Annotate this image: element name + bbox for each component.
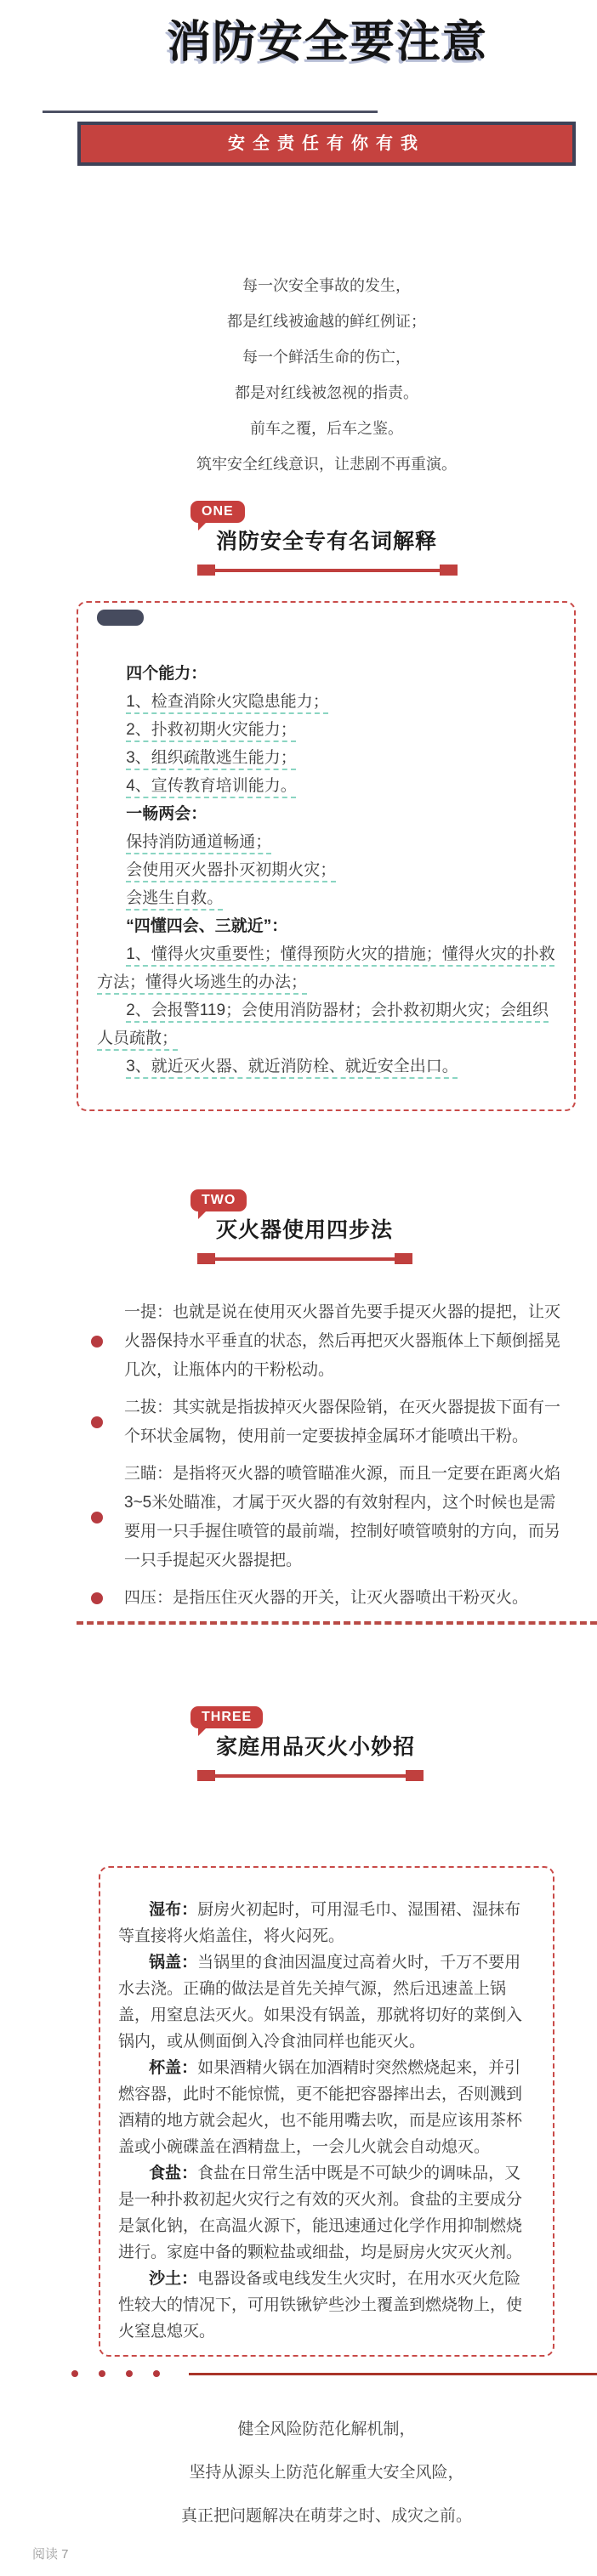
tip-text: 食盐在日常生活中既是不可缺少的调味品，又是一种扑救初起火灾行之有效的灭火剂。食盐的主要成分是氯化钠，在高温火源下，能迅速通过化学作用抑制燃烧进行。家庭中备的颗粒盐或细盐，均是厨房火灾灭火剂。 bbox=[118, 2165, 523, 2261]
section-two-badge: TWO bbox=[190, 1189, 247, 1211]
section-underline bbox=[197, 565, 458, 576]
tip-term: 湿布： bbox=[149, 1901, 198, 1919]
outro-poem-line: 健全风险防范化解机制， bbox=[237, 2420, 416, 2438]
step-text: 一提：也就是说在使用灭火器首先要手提灭火器的提把，让灭火器保持水平垂直的状态，然后再把灭火器瓶体上下颠倒摇晃几次，让瓶体内的干粉松动。 bbox=[124, 1303, 561, 1379]
term-item: 3、组织疏散逃生能力； bbox=[126, 749, 297, 767]
section-two-title: 灭火器使用四步法 bbox=[216, 1218, 394, 1242]
step-item bbox=[77, 1298, 563, 1385]
term-group-header: 四个能力： bbox=[126, 665, 208, 683]
line-bar bbox=[215, 1774, 406, 1778]
tip-item bbox=[118, 1949, 536, 2055]
line-bar bbox=[215, 569, 440, 572]
outro-poem bbox=[28, 2408, 597, 2538]
dot-icon bbox=[99, 2370, 105, 2377]
term-item: 保持消防通道畅通； bbox=[126, 833, 272, 851]
bullet-dot-icon bbox=[91, 1592, 103, 1604]
outro-poem-line: 真正把问题解决在萌芽之时、成灾之前。 bbox=[180, 2507, 472, 2525]
intro-poem-line: 每一个鲜活生命的伤亡， bbox=[242, 349, 411, 366]
dashed-divider bbox=[77, 1621, 597, 1625]
term-item: 2、会报警119；会使用消防器材；会扑救初期火灾；会组织人员疏散； bbox=[97, 1001, 549, 1047]
tip-term: 食盐： bbox=[149, 2165, 198, 2182]
term-group-header: 一畅两会： bbox=[126, 805, 208, 823]
line-end-square-icon bbox=[406, 1770, 424, 1781]
footer-ornament bbox=[71, 2370, 597, 2377]
section-underline bbox=[197, 1770, 424, 1781]
step-text: 三瞄：是指将灭火器的喷管瞄准火源，而且一定要在距离火焰3~5米处瞄准，才属于灭火器的有效射程内，这个时候也是需要用一只手握住喷管的最前端，控制好喷管喷射的方向，而另一只手提起灭火器提把。 bbox=[124, 1465, 561, 1569]
line-bar bbox=[215, 1257, 395, 1261]
intro-poem-line: 都是红线被逾越的鲜红例证； bbox=[227, 313, 426, 330]
section-underline bbox=[197, 1253, 412, 1264]
tips-box bbox=[99, 1866, 554, 2357]
intro-poem-line: 前车之覆，后车之鉴。 bbox=[250, 420, 403, 437]
read-count: 阅读 7 bbox=[32, 2547, 69, 2562]
tip-item bbox=[118, 2160, 536, 2266]
intro-poem bbox=[28, 268, 597, 482]
step-text: 四压：是指压住灭火器的开关，让灭火器喷出干粉灭火。 bbox=[124, 1589, 529, 1607]
outro-poem-line: 坚持从源头上防范化解重大安全风险， bbox=[189, 2464, 464, 2482]
extinguisher-steps-list bbox=[77, 1298, 563, 1613]
line-end-square-icon bbox=[197, 1253, 215, 1264]
tip-term: 杯盖： bbox=[149, 2059, 198, 2077]
tip-item bbox=[118, 2055, 536, 2160]
step-item bbox=[77, 1393, 563, 1451]
tip-text: 当锅里的食油因温度过高着火时，千万不要用水去浇。正确的做法是首先关掉气源，然后迅速盖上锅盖，用窒息法灭火。如果没有锅盖，那就将切好的菜倒入锅内，或从侧面倒入冷食油同样也能灭火。 bbox=[118, 1954, 523, 2051]
intro-poem-line: 都是对红线被忽视的指责。 bbox=[235, 384, 418, 401]
section-two-header bbox=[190, 1189, 582, 1264]
line-end-square-icon bbox=[197, 565, 215, 576]
line-end-square-icon bbox=[440, 565, 458, 576]
term-item: 会使用灭火器扑灭初期火灾； bbox=[126, 861, 337, 879]
slogan-banner: 安全责任有你有我 bbox=[77, 122, 576, 166]
step-item bbox=[77, 1460, 563, 1575]
section-one-badge: ONE bbox=[190, 501, 245, 523]
tip-item bbox=[118, 1897, 536, 1949]
bullet-dot-icon bbox=[91, 1416, 103, 1428]
section-one-title: 消防安全专有名词解释 bbox=[216, 530, 438, 553]
step-text: 二拔：其实就是指拔掉灭火器保险销，在灭火器提拔下面有一个环状金属物，使用前一定要拔掉金属环才能喷出干粉。 bbox=[124, 1399, 561, 1445]
term-item: 会逃生自救。 bbox=[126, 889, 224, 907]
tip-term: 锅盖： bbox=[149, 1954, 198, 1972]
bullet-dot-icon bbox=[91, 1336, 103, 1348]
title-underline-bar bbox=[43, 111, 378, 113]
section-three-title: 家庭用品灭火小妙招 bbox=[216, 1735, 416, 1759]
term-group-header: “四懂四会、三就近”： bbox=[126, 917, 288, 935]
section-three-header bbox=[190, 1706, 582, 1781]
section-one-header bbox=[190, 501, 582, 576]
dot-icon bbox=[153, 2370, 160, 2377]
term-item: 4、宣传教育培训能力。 bbox=[126, 777, 297, 795]
terms-box bbox=[77, 601, 576, 1111]
intro-poem-line: 每一次安全事故的发生， bbox=[242, 277, 411, 294]
tip-text: 电器设备或电线发生火灾时，在用水灭火危险性较大的情况下，可用铁锹铲些沙土覆盖到燃烧物上，使火窒息熄灭。 bbox=[118, 2270, 523, 2341]
term-item: 1、检查消除火灾隐患能力； bbox=[126, 693, 329, 711]
term-item: 1、懂得火灾重要性；懂得预防火灾的措施；懂得火灾的扑救方法；懂得火场逃生的办法； bbox=[97, 945, 555, 991]
step-item bbox=[77, 1584, 563, 1613]
footer-line bbox=[189, 2373, 597, 2375]
tip-text: 如果酒精火锅在加酒精时突然燃烧起来，并引燃容器，此时不能惊慌，更不能把容器摔出去，否则溅到酒精的地方就会起火，也不能用嘴去吹，而是应该用茶杯盖或小碗碟盖在酒精盘上，一会儿火就会自动熄灭。 bbox=[118, 2059, 523, 2156]
line-end-square-icon bbox=[197, 1770, 215, 1781]
term-item: 3、就近灭火器、就近消防栓、就近安全出口。 bbox=[126, 1058, 458, 1075]
redaction-pill bbox=[97, 610, 144, 626]
dot-icon bbox=[126, 2370, 133, 2377]
term-item: 2、扑救初期火灾能力； bbox=[126, 721, 297, 739]
bullet-dot-icon bbox=[91, 1512, 103, 1523]
line-end-square-icon bbox=[395, 1253, 412, 1264]
intro-poem-line: 筑牢安全红线意识，让悲剧不再重演。 bbox=[196, 456, 457, 473]
dot-icon bbox=[71, 2370, 78, 2377]
tip-text: 厨房火初起时，可用湿毛巾、湿围裙、湿抹布等直接将火焰盖住，将火闷死。 bbox=[118, 1901, 521, 1945]
page-title: 消防安全要注意 bbox=[166, 18, 488, 67]
tip-term: 沙土： bbox=[149, 2270, 198, 2288]
section-three-badge: THREE bbox=[190, 1706, 263, 1728]
tip-item bbox=[118, 2266, 536, 2345]
terms-content bbox=[97, 660, 555, 1081]
